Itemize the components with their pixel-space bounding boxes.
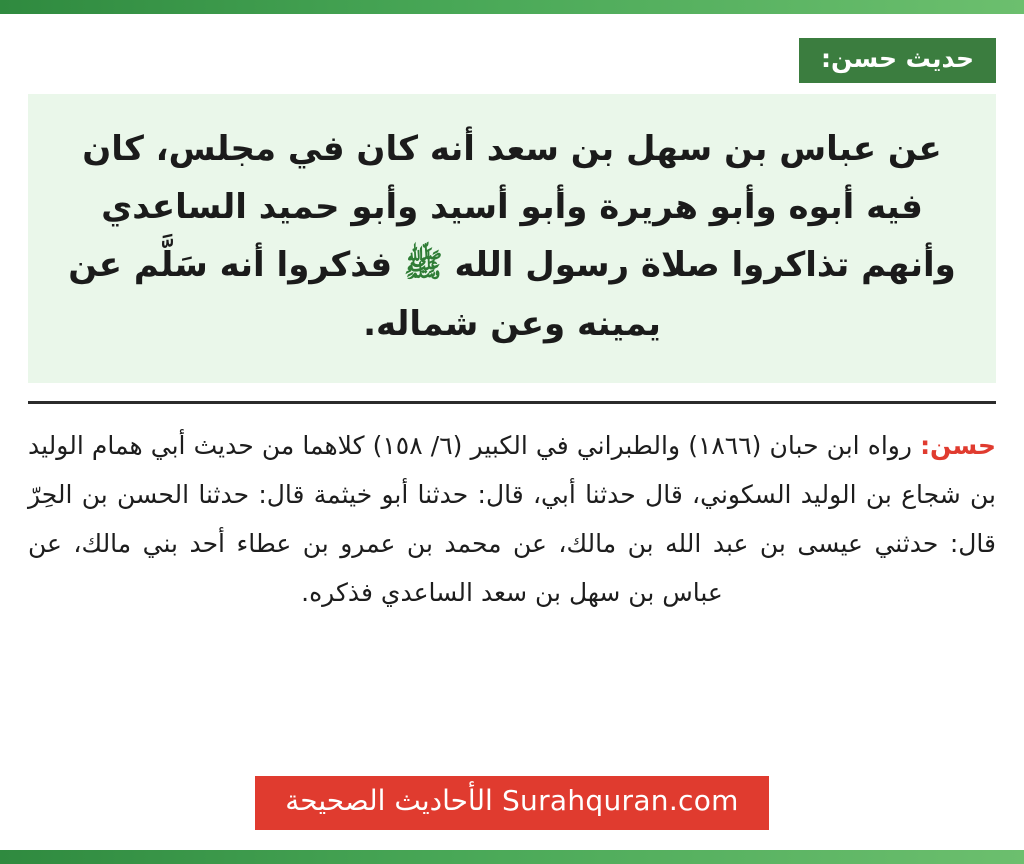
- grade-badge-row: [28, 38, 996, 83]
- top-decorative-bar: [0, 0, 1024, 14]
- hadith-grade-badge: حديث حسن:: [799, 38, 996, 83]
- salla-allahu-alayhi-wasallam-icon: ﷺ: [404, 246, 443, 285]
- hadith-text-part-1: عن عباس بن سهل بن سعد أنه كان في مجلس، كان فيه أبوه وأبو هريرة وأبو أسيد وأبو حميد الساعدي وأنهم تذاكروا صلاة رسول الله: [82, 128, 956, 286]
- section-divider: [28, 401, 996, 404]
- hadith-text: [62, 120, 962, 354]
- takhrij-text: رواه ابن حبان (١٨٦٦) والطبراني في الكبير (٦/ ١٥٨) كلاهما من حديث أبي همام الوليد بن شجاع بن الوليد السكوني، قال حدثنا أبي، قال: حدثنا أبو خيثمة قال: حدثنا الحسن بن الحِرّ قال: حدثني عيسى بن عبد الله بن مالك، عن محمد بن عمرو بن عطاء أحد بني مالك، عن عباس بن سهل بن سعد الساعدي فذكره.: [28, 431, 996, 607]
- footer-row: [0, 776, 1024, 830]
- hadith-text-box: [28, 94, 996, 384]
- takhrij-grade-label: حسن:: [920, 431, 997, 461]
- site-name-badge[interactable]: Surahquran.com الأحاديث الصحيحة: [255, 776, 769, 830]
- card-content: [0, 14, 1024, 617]
- hadith-text-part-2: فذكروا أنه سَلَّم عن يمينه وعن شماله.: [68, 245, 661, 344]
- bottom-decorative-bar: [0, 850, 1024, 864]
- takhrij-paragraph: [28, 422, 996, 617]
